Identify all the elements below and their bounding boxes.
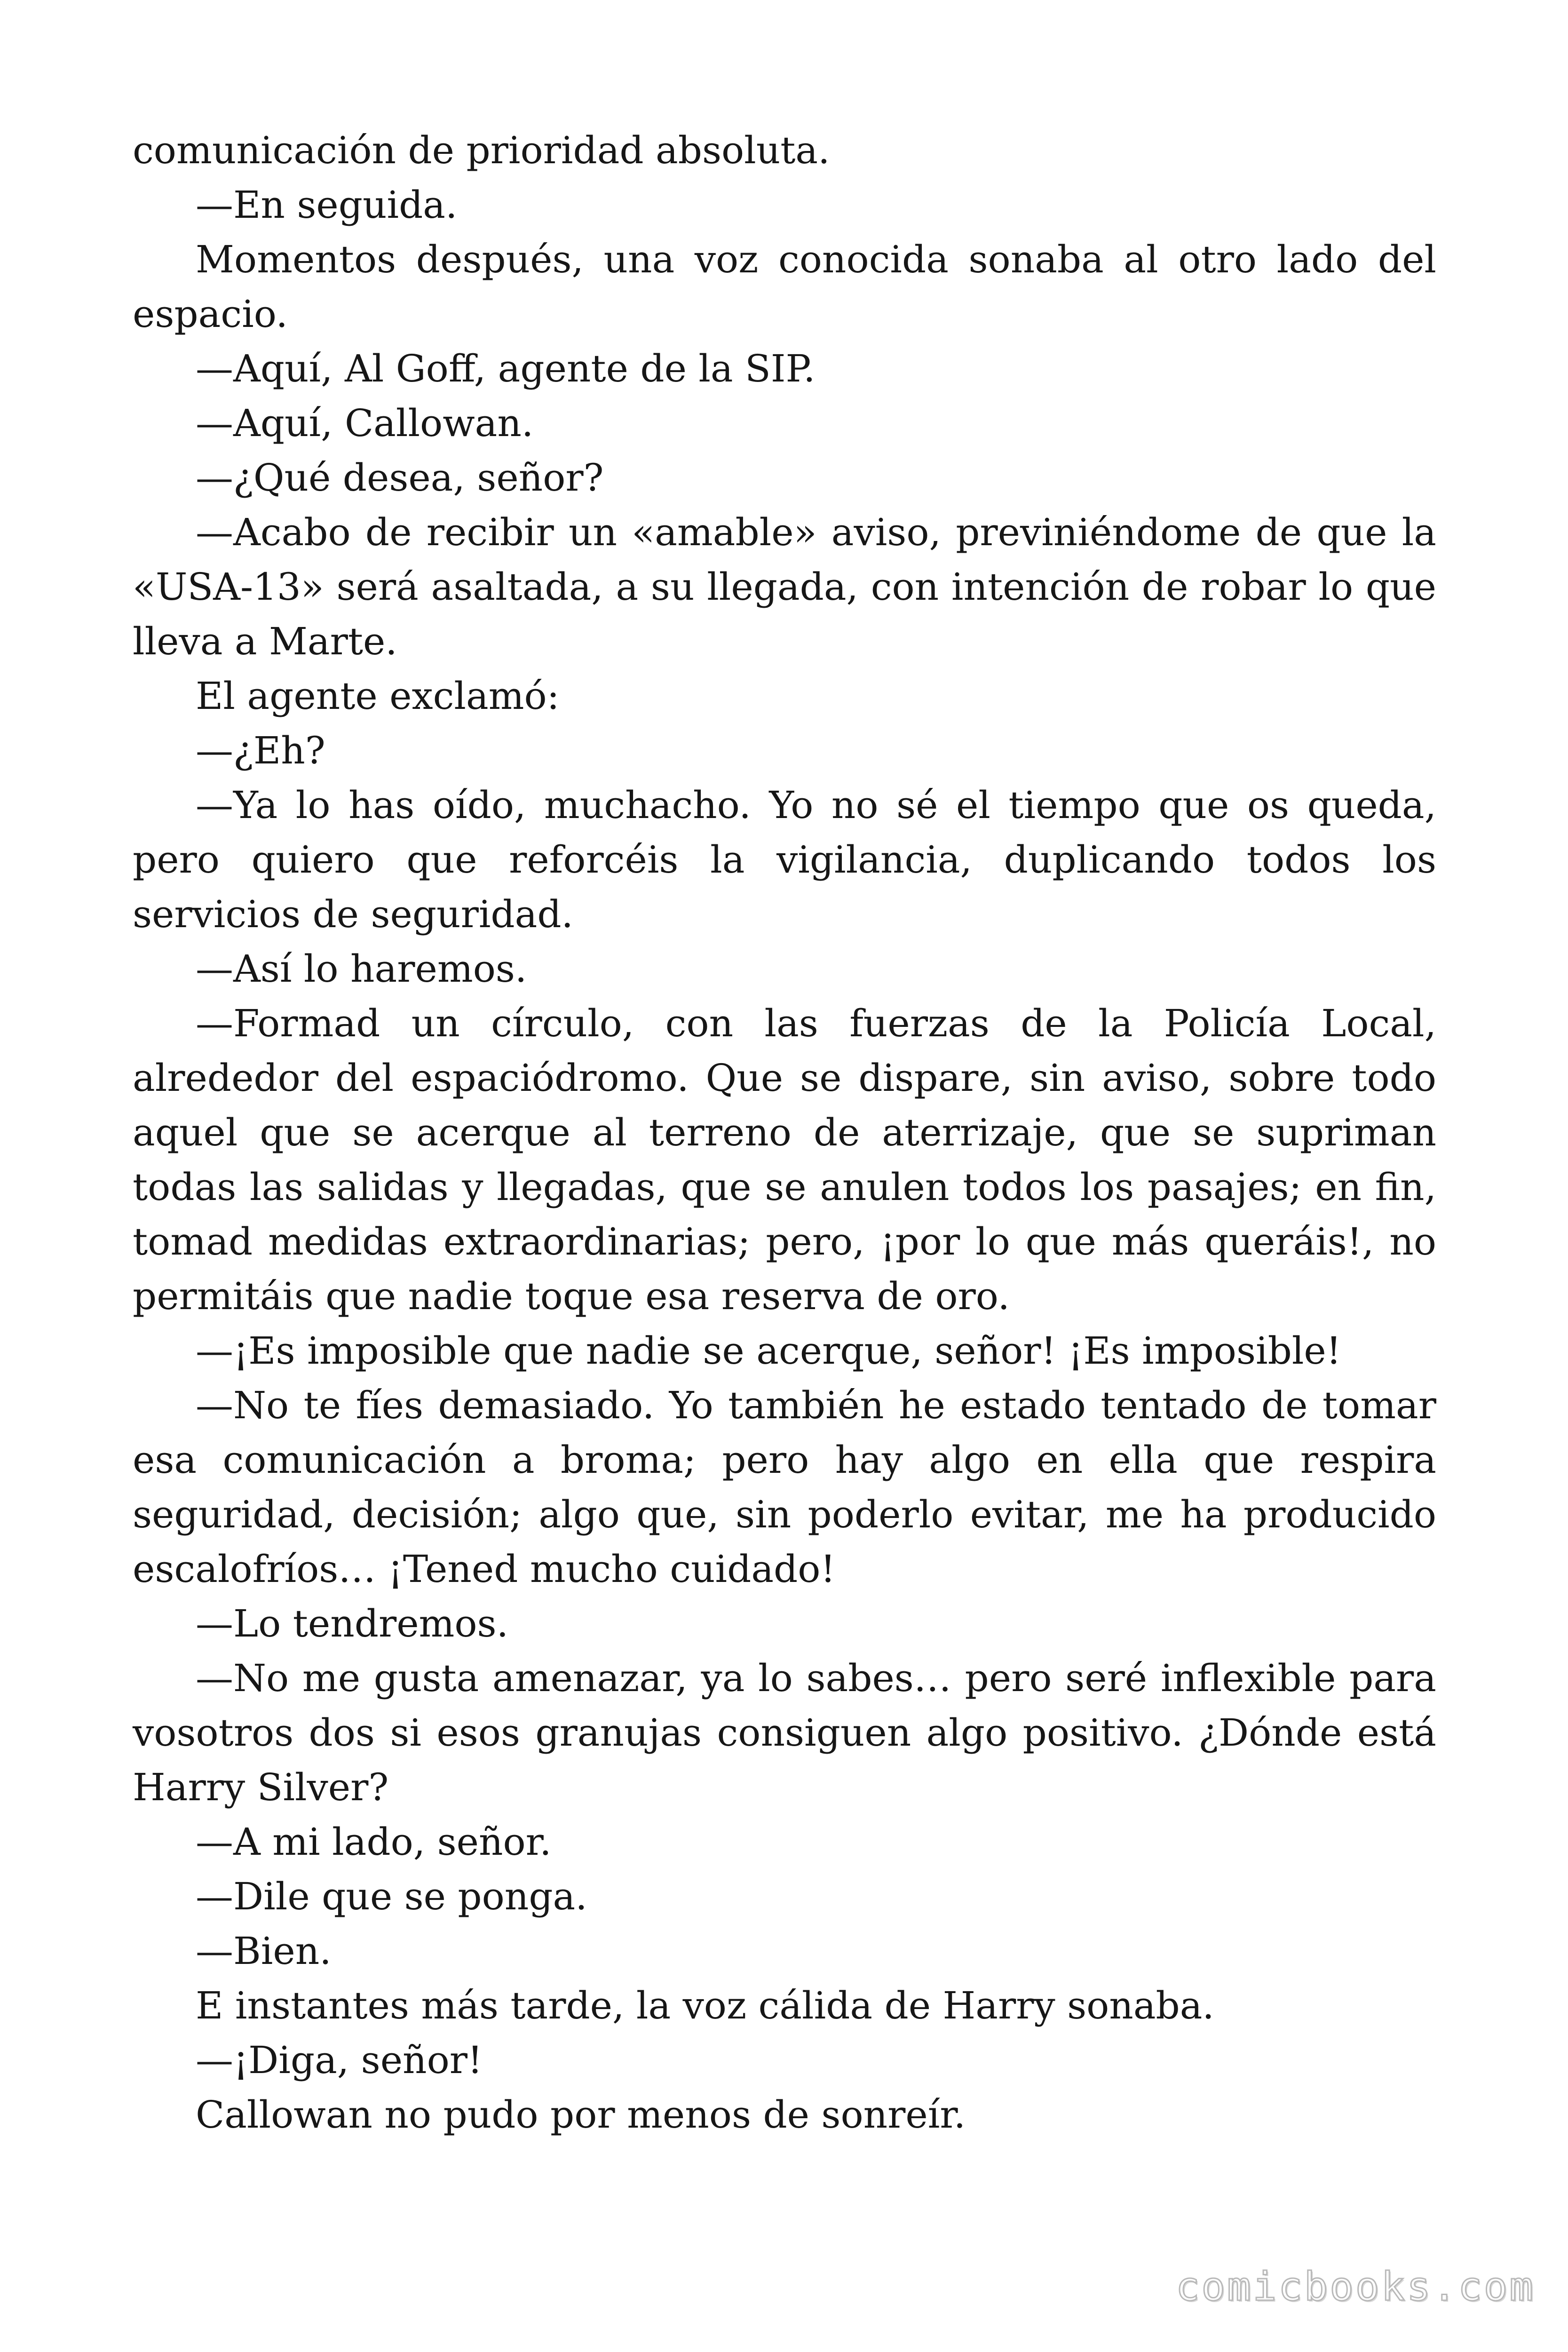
paragraph: —¡Diga, señor!	[196, 2038, 483, 2082]
paragraph: —Ya lo has oído, muchacho. Yo no sé el tiempo que os queda, pero quiero que reforcéis la vigilancia, duplicando todos los servicios de seguridad.	[133, 783, 1436, 936]
paragraph: —No te fíes demasiado. Yo también he estado tentado de tomar esa comunicación a broma; pero hay algo en ella que respira seguridad, decisión; algo que, sin poderlo evitar, me ha producido escalofríos… ¡Tened mucho cuidado!	[133, 1383, 1436, 1591]
paragraph: —Lo tendremos.	[196, 1602, 509, 1645]
paragraph: —¿Qué desea, señor?	[196, 456, 604, 500]
page-text	[133, 123, 1436, 2142]
paragraph: —Aquí, Al Goff, agente de la SIP.	[196, 347, 816, 390]
paragraph: —¡Es imposible que nadie se acerque, señor! ¡Es imposible!	[196, 1329, 1341, 1373]
paragraph: Callowan no pudo por menos de sonreír.	[196, 2093, 966, 2137]
paragraph: —Dile que se ponga.	[196, 1875, 587, 1918]
paragraph: —No me gusta amenazar, ya lo sabes… pero seré inflexible para vosotros dos si esos granujas consiguen algo positivo. ¿Dónde está Harry Silver?	[133, 1656, 1436, 1809]
paragraph: comunicación de prioridad absoluta.	[133, 128, 830, 172]
paragraph: —Acabo de recibir un «amable» aviso, previniéndome de que la «USA-13» será asaltada, a su llegada, con intención de robar lo que lleva a Marte.	[133, 510, 1436, 663]
paragraph: E instantes más tarde, la voz cálida de Harry sonaba.	[196, 1984, 1214, 2027]
paragraph: —En seguida.	[196, 183, 458, 227]
paragraph: —A mi lado, señor.	[196, 1820, 552, 1864]
paragraph: —Bien.	[196, 1929, 332, 1973]
paragraph: —Aquí, Callowan.	[196, 401, 534, 445]
paragraph: Momentos después, una voz conocida sonaba al otro lado del espacio.	[133, 238, 1436, 336]
paragraph: El agente exclamó:	[196, 674, 560, 718]
paragraph: —Así lo haremos.	[196, 947, 527, 991]
paragraph: —¿Eh?	[196, 729, 325, 772]
paragraph: —Formad un círculo, con las fuerzas de la Policía Local, alrededor del espaciódromo. Que se dispare, sin aviso, sobre todo aquel que se acerque al terreno de aterrizaje, que se supriman todas las salidas y llegadas, que se anulen todos los pasajes; en fin, tomad medidas extraordinarias; pero, ¡por lo que más queráis!, no permitáis que nadie toque esa reserva de oro.	[133, 1001, 1436, 1318]
watermark: comicbooks.com	[1175, 2264, 1535, 2310]
